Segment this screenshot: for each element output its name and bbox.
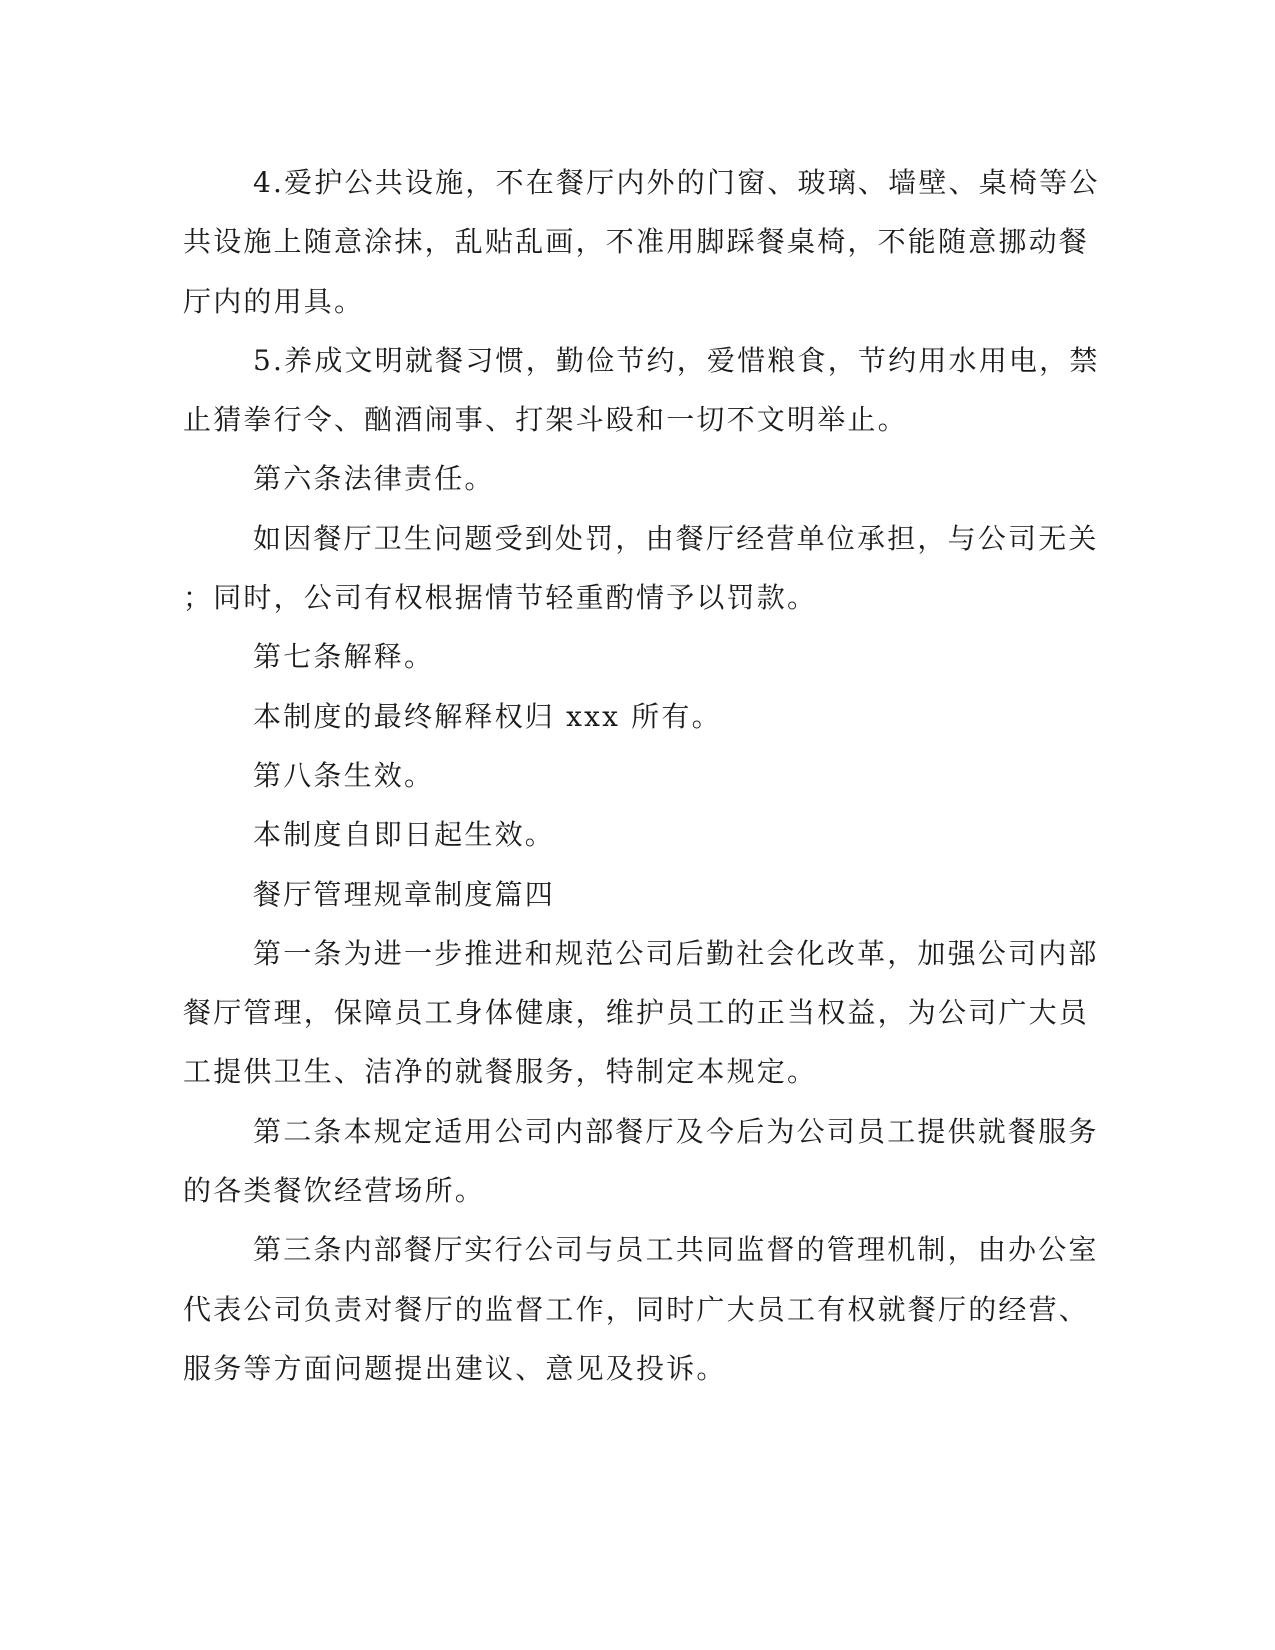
text-line: ；同时，公司有权根据情节轻重酌情予以罚款。 <box>183 581 818 615</box>
text-line: 餐厅管理，保障员工身体健康，维护员工的正当权益，为公司广大员 <box>183 996 1090 1030</box>
text-line: 第三条内部餐厅实行公司与员工共同监督的管理机制，由办公室 <box>253 1233 1099 1267</box>
text-line: 服务等方面问题提出建议、意见及投诉。 <box>183 1351 727 1385</box>
text-line: 第二条本规定适用公司内部餐厅及今后为公司员工提供就餐服务 <box>253 1114 1099 1148</box>
section-heading: 第七条解释。 <box>253 640 435 674</box>
text-line: 5.养成文明就餐习惯，勤俭节约，爱惜粮食，节约用水用电，禁 <box>253 343 1100 377</box>
text-line: 如因餐厅卫生问题受到处罚，由餐厅经营单位承担，与公司无关 <box>253 521 1099 555</box>
text-line: 厅内的用具。 <box>183 284 365 318</box>
text-line: 代表公司负责对餐厅的监督工作，同时广大员工有权就餐厅的经营、 <box>183 1292 1090 1326</box>
text-line: 本制度的最终解释权归 xxx 所有。 <box>253 699 722 733</box>
text-line: 4.爱护公共设施，不在餐厅内外的门窗、玻璃、墙壁、桌椅等公 <box>253 166 1100 199</box>
chapter-title: 餐厅管理规章制度篇四 <box>253 877 556 911</box>
text-line: 的各类餐饮经营场所。 <box>183 1174 486 1208</box>
text-line: 本制度自即日起生效。 <box>253 818 556 852</box>
section-heading: 第八条生效。 <box>253 758 435 792</box>
text-line: 工提供卫生、洁净的就餐服务，特制定本规定。 <box>183 1055 818 1089</box>
section-heading: 第六条法律责任。 <box>253 462 495 496</box>
document-body <box>183 153 1100 1398</box>
text-line: 止猜拳行令、酗酒闹事、打架斗殴和一切不文明举止。 <box>183 403 908 437</box>
text-line: 共设施上随意涂抹，乱贴乱画，不准用脚踩餐桌椅，不能随意挪动餐 <box>183 225 1090 259</box>
text-line: 第一条为进一步推进和规范公司后勤社会化改革，加强公司内部 <box>253 936 1099 970</box>
